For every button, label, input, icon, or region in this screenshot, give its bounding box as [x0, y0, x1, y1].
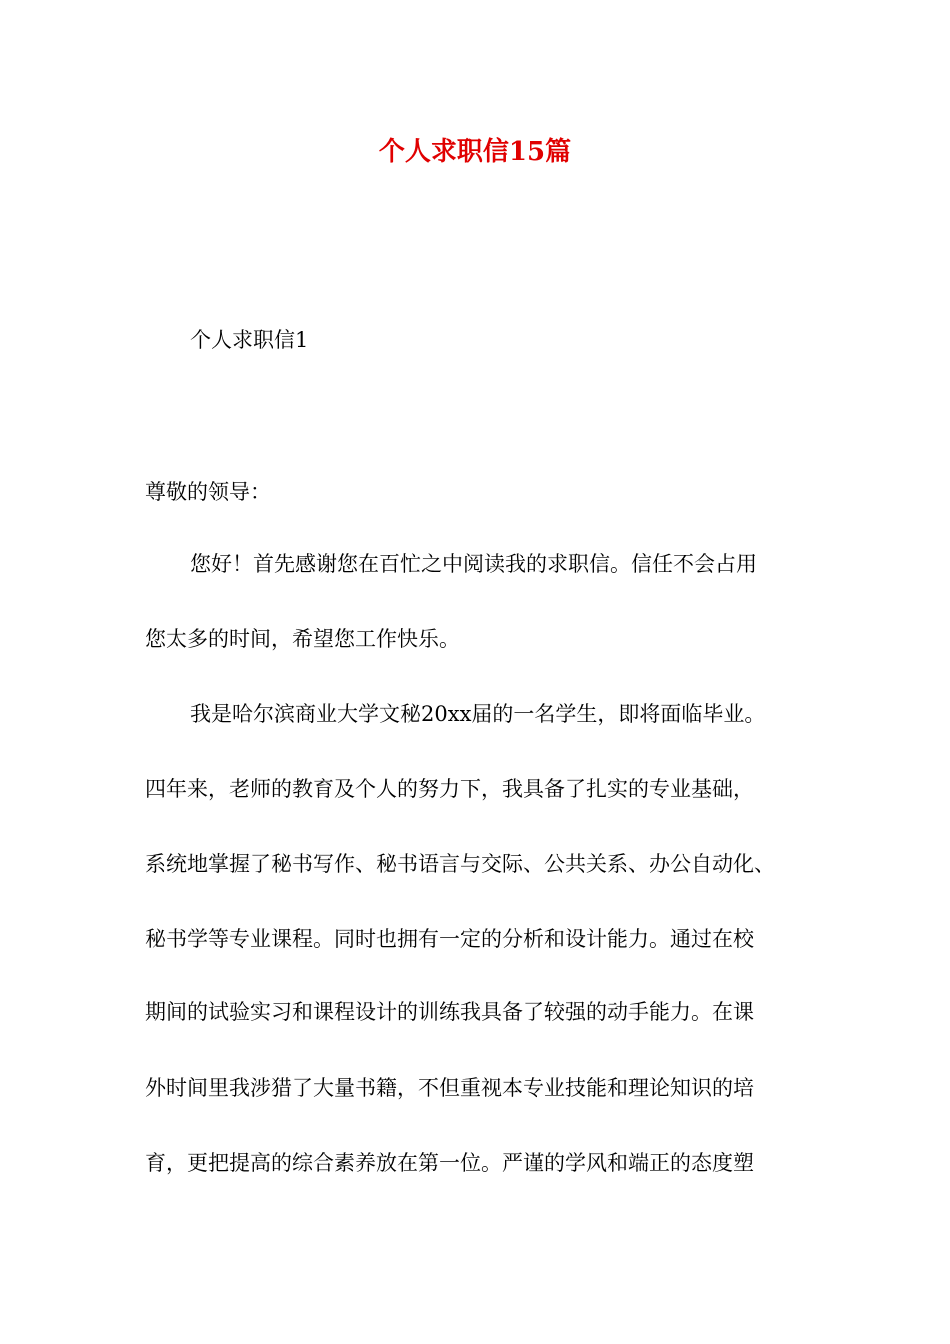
body-line: 您好！首先感谢您在百忙之中阅读我的求职信。信任不会占用 — [190, 552, 757, 576]
body-line: 期间的试验实习和课程设计的训练我具备了较强的动手能力。在课 — [145, 1000, 754, 1024]
body-line: 四年来，老师的教育及个人的努力下，我具备了扎实的专业基础， — [145, 777, 754, 801]
body-line: 外时间里我涉猎了大量书籍，不但重视本专业技能和理论知识的培 — [145, 1076, 754, 1100]
body-line: 您太多的时间，希望您工作快乐。 — [145, 627, 460, 651]
section-heading: 个人求职信1 — [190, 328, 309, 352]
body-line: 育，更把提高的综合素养放在第一位。严谨的学风和端正的态度塑 — [145, 1151, 754, 1175]
document-title: 个人求职信15篇 — [378, 137, 572, 167]
salutation: 尊敬的领导： — [145, 480, 271, 504]
body-line: 系统地掌握了秘书写作、秘书语言与交际、公共关系、办公自动化、 — [145, 852, 775, 876]
body-line: 我是哈尔滨商业大学文秘20xx届的一名学生，即将面临毕业。 — [190, 702, 766, 726]
body-line: 秘书学等专业课程。同时也拥有一定的分析和设计能力。通过在校 — [145, 927, 754, 951]
